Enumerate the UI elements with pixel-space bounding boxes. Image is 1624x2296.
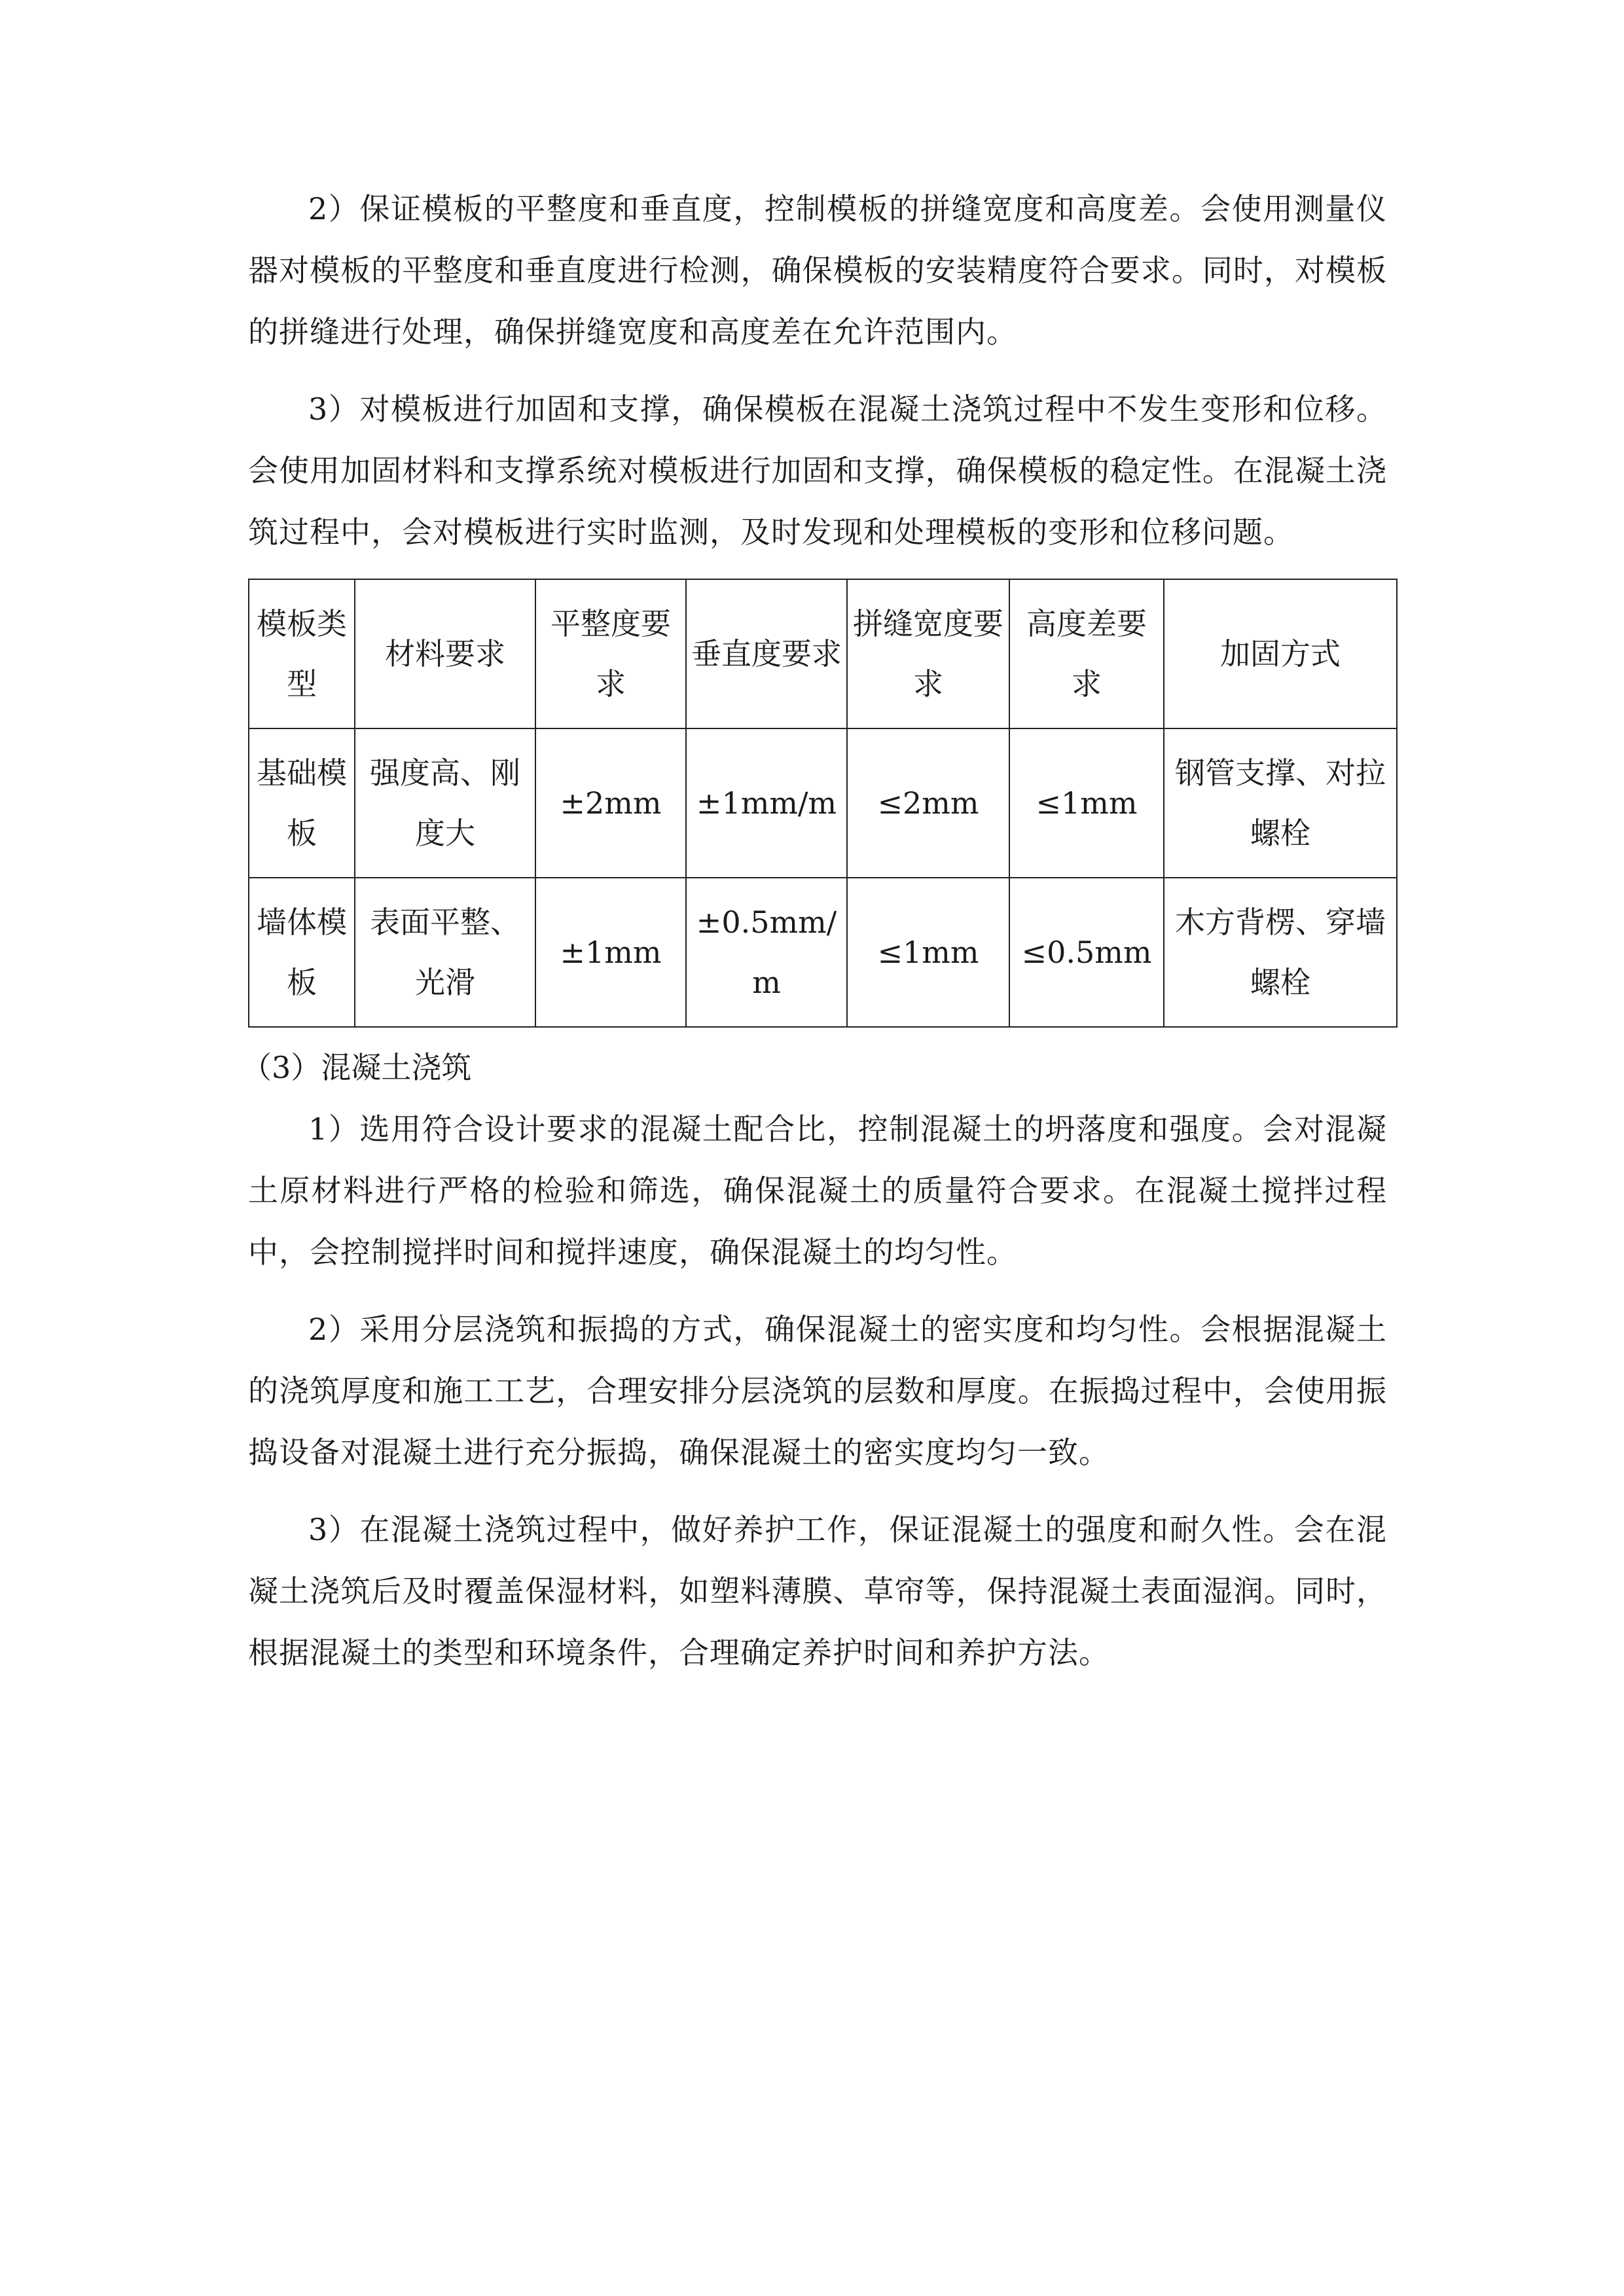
table-cell: ≤1mm xyxy=(847,878,1009,1027)
table-cell: ±2mm xyxy=(535,728,686,878)
table-cell: 基础模板 xyxy=(249,728,355,878)
paragraph-formwork-flatness: 2）保证模板的平整度和垂直度，控制模板的拼缝宽度和高度差。会使用测量仪器对模板的平整度和垂直度进行检测，确保模板的安装精度符合要求。同时，对模板的拼缝进行处理，确保拼缝宽度和高度差在允许范围内。 xyxy=(248,191,1387,350)
header-reinforcement-method: 加固方式 xyxy=(1164,579,1397,728)
header-joint-width-requirement: 拼缝宽度要求 xyxy=(847,579,1009,728)
table-cell: 木方背楞、穿墙螺栓 xyxy=(1164,878,1397,1027)
table-cell: ≤0.5mm xyxy=(1009,878,1164,1027)
table-row xyxy=(249,728,1397,878)
table-cell: ±0.5mm/m xyxy=(686,878,847,1027)
table-cell: ±1mm xyxy=(535,878,686,1027)
table-cell: ≤1mm xyxy=(1009,728,1164,878)
document-page xyxy=(242,178,1387,1699)
paragraph-layered-pouring: 2）采用分层浇筑和振捣的方式，确保混凝土的密实度和均匀性。会根据混凝土的浇筑厚度和施工工艺，合理安排分层浇筑的层数和厚度。在振捣过程中，会使用振捣设备对混凝土进行充分振捣，确保混凝土的密实度均匀一致。 xyxy=(248,1312,1387,1470)
paragraph-concrete-mix: 1）选用符合设计要求的混凝土配合比，控制混凝土的坍落度和强度。会对混凝土原材料进行严格的检验和筛选，确保混凝土的质量符合要求。在混凝土搅拌过程中，会控制搅拌时间和搅拌速度，确保混凝土的均匀性。 xyxy=(248,1111,1387,1270)
paragraph-curing: 3）在混凝土浇筑过程中，做好养护工作，保证混凝土的强度和耐久性。会在混凝土浇筑后及时覆盖保湿材料，如塑料薄膜、草帘等，保持混凝土表面湿润。同时，根据混凝土的类型和环境条件，合理确定养护时间和养护方法。 xyxy=(248,1512,1387,1670)
header-formwork-type: 模板类型 xyxy=(249,579,355,728)
formwork-spec-table xyxy=(248,579,1398,1028)
table-cell: 强度高、刚度大 xyxy=(355,728,535,878)
table-cell: ±1mm/m xyxy=(686,728,847,878)
table-row xyxy=(249,878,1397,1027)
header-verticality-requirement: 垂直度要求 xyxy=(686,579,847,728)
table-cell: 钢管支撑、对拉螺栓 xyxy=(1164,728,1397,878)
header-flatness-requirement: 平整度要求 xyxy=(535,579,686,728)
header-material-requirement: 材料要求 xyxy=(355,579,535,728)
paragraph-formwork-reinforcement: 3）对模板进行加固和支撑，确保模板在混凝土浇筑过程中不发生变形和位移。会使用加固材料和支撑系统对模板进行加固和支撑，确保模板的稳定性。在混凝土浇筑过程中，会对模板进行实时监测，及时发现和处理模板的变形和位移问题。 xyxy=(248,391,1387,550)
table-cell: 墙体模板 xyxy=(249,878,355,1027)
section-heading-concrete-pouring: （3）混凝土浇筑 xyxy=(242,1050,472,1085)
table-header-row xyxy=(249,579,1397,728)
table-cell: ≤2mm xyxy=(847,728,1009,878)
header-height-difference-requirement: 高度差要求 xyxy=(1009,579,1164,728)
table-cell: 表面平整、光滑 xyxy=(355,878,535,1027)
